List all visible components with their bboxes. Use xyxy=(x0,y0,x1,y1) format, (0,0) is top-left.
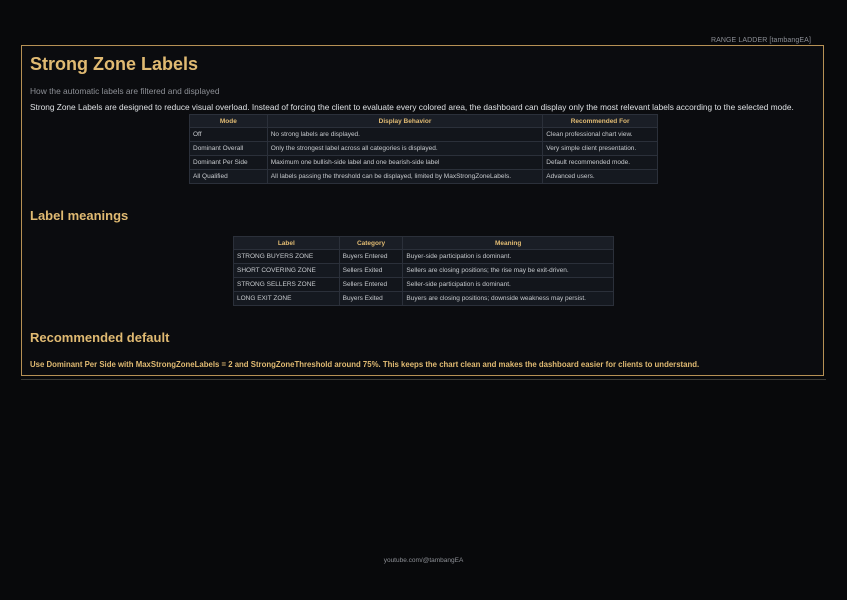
table-cell: Buyer-side participation is dominant. xyxy=(403,250,614,264)
table-row xyxy=(234,264,614,278)
table-cell: Maximum one bullish-side label and one bearish-side label xyxy=(267,156,543,170)
table-cell: Dominant Per Side xyxy=(190,156,268,170)
table-cell: Buyers Exited xyxy=(339,292,403,306)
table-row xyxy=(234,250,614,264)
content-panel xyxy=(21,45,824,376)
table-cell: Very simple client presentation. xyxy=(543,142,658,156)
table-cell: Advanced users. xyxy=(543,170,658,184)
table-row xyxy=(234,292,614,306)
modes-table xyxy=(189,114,658,184)
table-cell: No strong labels are displayed. xyxy=(267,128,543,142)
table-cell: Buyers are closing positions; downside weakness may persist. xyxy=(403,292,614,306)
column-header: Mode xyxy=(190,115,268,128)
page-title: Strong Zone Labels xyxy=(30,54,199,74)
recommended-heading: Recommended default xyxy=(30,330,170,345)
table-header-row xyxy=(234,237,614,250)
table-row xyxy=(190,128,658,142)
table-row xyxy=(234,278,614,292)
header-label: RANGE LADDER [tambangEA] xyxy=(710,37,811,44)
intro-paragraph: Strong Zone Labels are designed to reduce visual overload. Instead of forcing the client to evaluate every colored area, the dashboard can display only the most relevant labels according to the selected mode. xyxy=(30,102,794,112)
column-header: Label xyxy=(234,237,340,250)
table-cell: Clean professional chart view. xyxy=(543,128,658,142)
recommended-text: Use Dominant Per Side with MaxStrongZoneLabels = 2 and StrongZoneThreshold around 75%. This keeps the chart clean and makes the dashboard easier for clients to understand. xyxy=(30,360,700,369)
table-cell: Seller-side participation is dominant. xyxy=(403,278,614,292)
column-header: Category xyxy=(339,237,403,250)
table-cell: STRONG BUYERS ZONE xyxy=(234,250,340,264)
table-row xyxy=(190,156,658,170)
column-header: Recommended For xyxy=(543,115,658,128)
column-header: Display Behavior xyxy=(267,115,543,128)
table-cell: Buyers Entered xyxy=(339,250,403,264)
table-cell: All labels passing the threshold can be displayed, limited by MaxStrongZoneLabels. xyxy=(267,170,543,184)
table-cell: Default recommended mode. xyxy=(543,156,658,170)
panel-divider xyxy=(21,379,826,380)
table-cell: STRONG SELLERS ZONE xyxy=(234,278,340,292)
table-row xyxy=(190,170,658,184)
table-cell: All Qualified xyxy=(190,170,268,184)
table-cell: Only the strongest label across all categories is displayed. xyxy=(267,142,543,156)
footer-link: youtube.com/@tambangEA xyxy=(383,557,464,564)
table-header-row xyxy=(190,115,658,128)
table-cell: LONG EXIT ZONE xyxy=(234,292,340,306)
label-meanings-table xyxy=(233,236,614,306)
column-header: Meaning xyxy=(403,237,614,250)
table-cell: Dominant Overall xyxy=(190,142,268,156)
table-cell: Sellers are closing positions; the rise may be exit-driven. xyxy=(403,264,614,278)
table-cell: Sellers Entered xyxy=(339,278,403,292)
page-subtitle: How the automatic labels are filtered and displayed xyxy=(30,86,220,96)
table-row xyxy=(190,142,658,156)
table-cell: SHORT COVERING ZONE xyxy=(234,264,340,278)
label-meanings-heading: Label meanings xyxy=(30,208,129,223)
table-cell: Sellers Exited xyxy=(339,264,403,278)
table-cell: Off xyxy=(190,128,268,142)
